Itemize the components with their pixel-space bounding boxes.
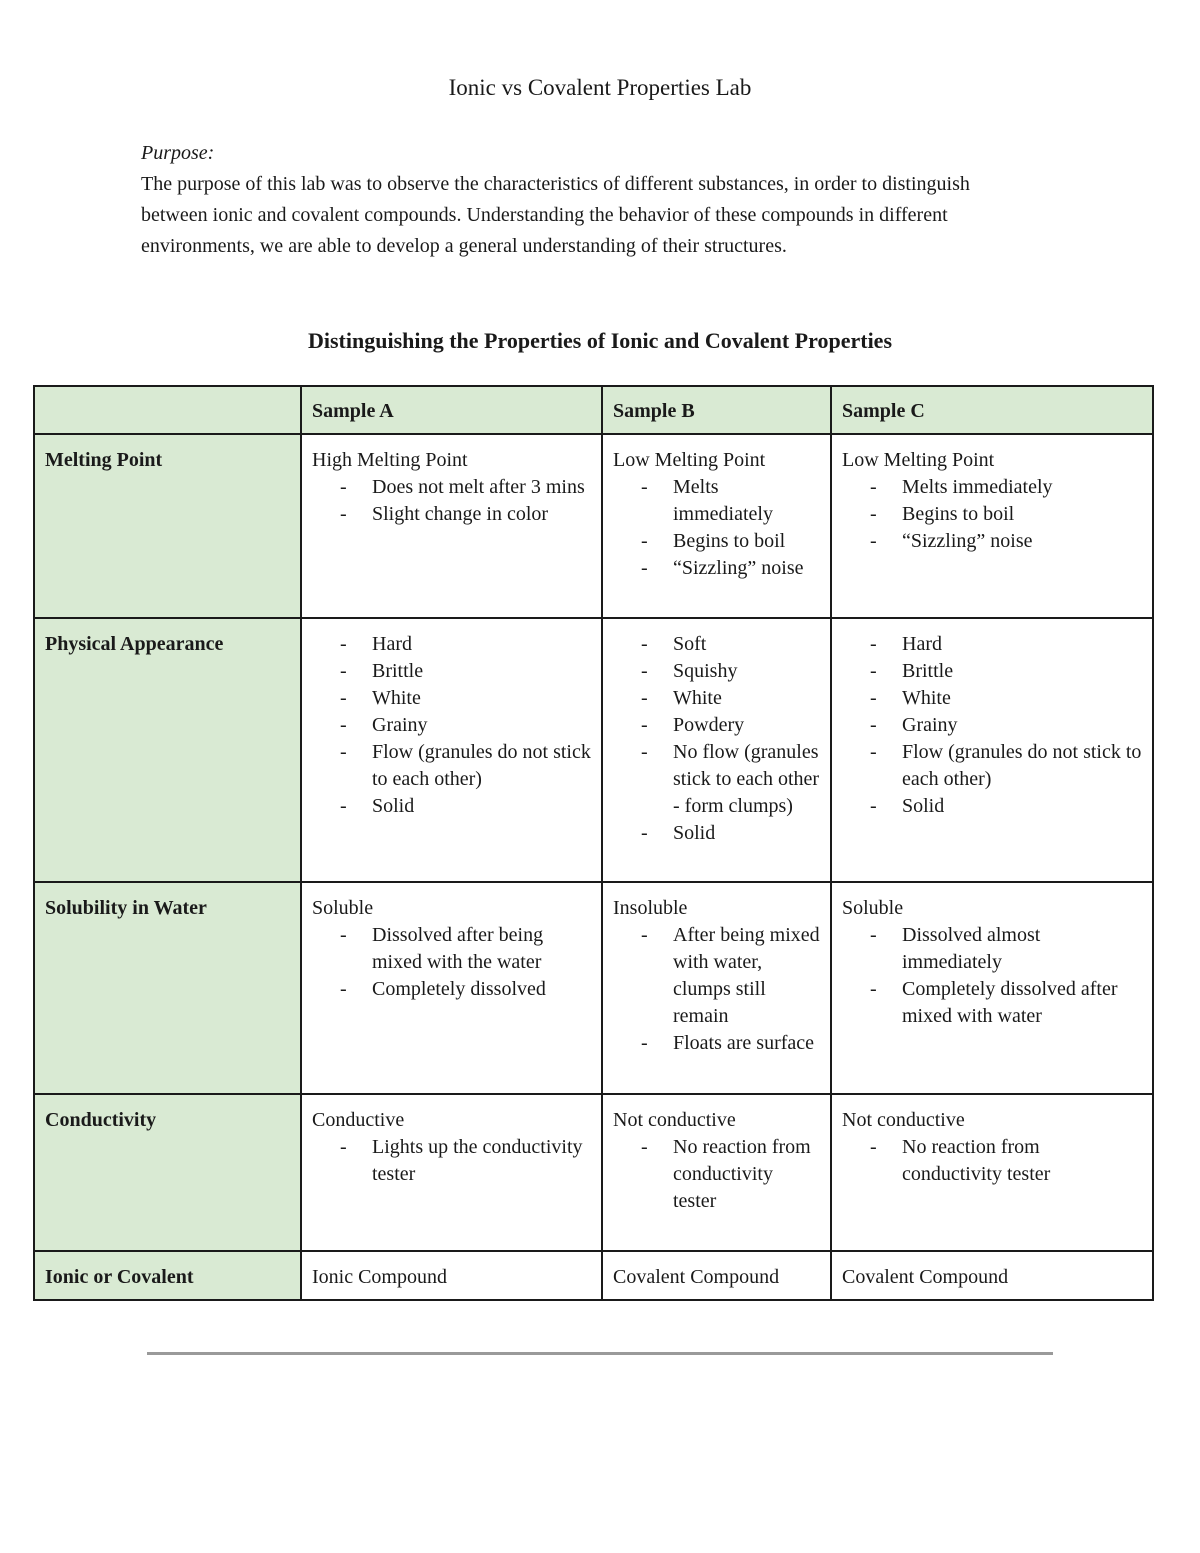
bullet-list xyxy=(842,474,1142,555)
header-cell-sample-c: Sample C xyxy=(831,386,1153,434)
header-cell-sample-a: Sample A xyxy=(301,386,602,434)
cell-lead-text: Soluble xyxy=(312,897,374,919)
list-item: - Slight change in color xyxy=(312,501,591,528)
bullet-list xyxy=(613,474,820,582)
bullet-list xyxy=(613,922,820,1057)
table-cell xyxy=(301,434,602,618)
list-item: - “Sizzling” noise xyxy=(613,555,820,582)
table-cell xyxy=(602,1251,831,1300)
cell-lead-text: Insoluble xyxy=(613,897,688,919)
table-cell xyxy=(602,618,831,882)
table-row xyxy=(34,618,1153,882)
table-row xyxy=(34,434,1153,618)
table-cell xyxy=(831,1094,1153,1251)
purpose-text: The purpose of this lab was to observe the characteristics of different substances, in order to distinguish between ionic and covalent compounds. Understanding the behavior of these compounds in different environments, we are able to develop a general understanding of their structures. xyxy=(141,173,970,257)
list-item: - “Sizzling” noise xyxy=(842,528,1142,555)
bullet-list xyxy=(842,922,1142,1030)
bullet-list xyxy=(842,631,1142,820)
cell-lead-text: Not conductive xyxy=(842,1109,965,1131)
table-cell xyxy=(602,1094,831,1251)
list-item: - Hard xyxy=(312,631,591,658)
table-title: Distinguishing the Properties of Ionic and Covalent Properties xyxy=(307,328,893,353)
list-item: - White xyxy=(842,685,1142,712)
header-cell-sample-b: Sample B xyxy=(602,386,831,434)
list-item: - Solid xyxy=(312,793,591,820)
list-item: - Squishy xyxy=(613,658,820,685)
bullet-list xyxy=(312,631,591,820)
purpose-section xyxy=(141,138,1041,262)
list-item: - Solid xyxy=(842,793,1142,820)
cell-lead-text: Covalent Compound xyxy=(613,1266,780,1288)
list-item: - Hard xyxy=(842,631,1142,658)
bullet-list xyxy=(842,1134,1142,1188)
list-item: - Does not melt after 3 mins xyxy=(312,474,591,501)
bullet-list xyxy=(613,1134,820,1215)
bullet-list xyxy=(312,922,591,1003)
cell-lead-text: Soluble xyxy=(842,897,904,919)
list-item: - Powdery xyxy=(613,712,820,739)
table-row xyxy=(34,1251,1153,1300)
list-item: - Dissolved after being mixed with the water xyxy=(312,922,591,976)
document-title: Ionic vs Covalent Properties Lab xyxy=(448,75,752,100)
purpose-label: Purpose: xyxy=(141,142,215,164)
list-item: - Brittle xyxy=(312,658,591,685)
table-row xyxy=(34,882,1153,1094)
list-item: - Floats are surface xyxy=(613,1030,820,1057)
list-item: - Lights up the conductivity tester xyxy=(312,1134,591,1188)
list-item: - Melts immediately xyxy=(613,474,820,528)
list-item: - Grainy xyxy=(842,712,1142,739)
bullet-list xyxy=(312,474,591,528)
row-label: Physical Appearance xyxy=(34,618,301,882)
table-cell xyxy=(831,618,1153,882)
list-item: - Begins to boil xyxy=(613,528,820,555)
table-cell xyxy=(301,1251,602,1300)
table-cell xyxy=(602,882,831,1094)
table-row xyxy=(34,1094,1153,1251)
page-divider xyxy=(147,1352,1053,1355)
list-item: - Flow (granules do not stick to each other) xyxy=(312,739,591,793)
table-cell xyxy=(831,882,1153,1094)
bullet-list xyxy=(312,1134,591,1188)
list-item: - Melts immediately xyxy=(842,474,1142,501)
row-label: Conductivity xyxy=(34,1094,301,1251)
header-cell-corner xyxy=(34,386,301,434)
list-item: - Dissolved almost immediately xyxy=(842,922,1142,976)
list-item: - Brittle xyxy=(842,658,1142,685)
list-item: - White xyxy=(312,685,591,712)
cell-lead-text: Conductive xyxy=(312,1109,405,1131)
row-label: Solubility in Water xyxy=(34,882,301,1094)
list-item: - Flow (granules do not stick to each other) xyxy=(842,739,1142,793)
cell-lead-text: Covalent Compound xyxy=(842,1266,1009,1288)
list-item: - After being mixed with water, clumps still remain xyxy=(613,922,820,1030)
list-item: - Begins to boil xyxy=(842,501,1142,528)
list-item: - No reaction from conductivity tester xyxy=(842,1134,1142,1188)
list-item: - Completely dissolved xyxy=(312,976,591,1003)
list-item: - No flow (granules stick to each other - form clumps) xyxy=(613,739,820,820)
table-cell xyxy=(301,618,602,882)
row-label: Ionic or Covalent xyxy=(34,1251,301,1300)
cell-lead-text: Low Melting Point xyxy=(842,449,995,471)
table-header-row xyxy=(34,386,1153,434)
cell-lead-text: Low Melting Point xyxy=(613,449,766,471)
list-item: - No reaction from conductivity tester xyxy=(613,1134,820,1215)
list-item: - Completely dissolved after mixed with water xyxy=(842,976,1142,1030)
table-cell xyxy=(602,434,831,618)
properties-table xyxy=(33,385,1154,1301)
bullet-list xyxy=(613,631,820,847)
list-item: - Solid xyxy=(613,820,820,847)
list-item: - Soft xyxy=(613,631,820,658)
row-label: Melting Point xyxy=(34,434,301,618)
table-cell xyxy=(831,1251,1153,1300)
table-cell xyxy=(831,434,1153,618)
table-cell xyxy=(301,882,602,1094)
list-item: - White xyxy=(613,685,820,712)
cell-lead-text: High Melting Point xyxy=(312,449,468,471)
list-item: - Grainy xyxy=(312,712,591,739)
table-cell xyxy=(301,1094,602,1251)
cell-lead-text: Ionic Compound xyxy=(312,1266,447,1288)
cell-lead-text: Not conductive xyxy=(613,1109,736,1131)
